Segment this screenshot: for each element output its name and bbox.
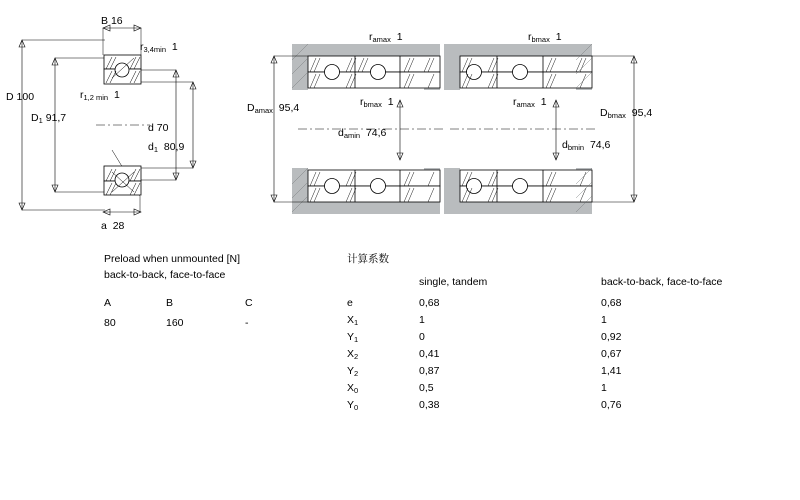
preload-val-B: 160 bbox=[166, 317, 184, 329]
factors-col1-header: single, tandem bbox=[419, 276, 488, 288]
factor-label-X1: $X_1$ bbox=[347, 314, 359, 327]
factor-pair-Y0: 0,76 bbox=[601, 399, 622, 411]
dim-label-r34min: $r_{3,4min}$ 1 bbox=[140, 41, 178, 54]
left-bearing-section bbox=[96, 55, 150, 195]
factor-pair-X2: 0,67 bbox=[601, 348, 622, 360]
dim-label-rbmax-mid: $r_{bmax}$ 1 bbox=[360, 96, 394, 109]
factor-pair-X1: 1 bbox=[601, 314, 607, 326]
preload-table-title: Preload when unmounted [N] bbox=[104, 253, 241, 265]
preload-col-A: A bbox=[104, 297, 112, 309]
dim-label-D: D 100 bbox=[6, 91, 35, 103]
preload-col-B: B bbox=[166, 297, 174, 309]
factor-pair-Y2: 1,41 bbox=[601, 365, 622, 377]
factor-single-X1: 1 bbox=[419, 314, 425, 326]
factor-single-X0: 0,5 bbox=[419, 382, 434, 394]
dim-label-d1: $d_1$ 80,9 bbox=[148, 141, 185, 154]
factors-col2-header: back-to-back, face-to-face bbox=[601, 276, 723, 288]
dim-label-damin: $d_{amin}$ 74,6 bbox=[338, 127, 387, 140]
factor-single-e: 0,68 bbox=[419, 297, 440, 309]
dim-label-ramax-mid: $r_{amax}$ 1 bbox=[369, 31, 403, 44]
factor-single-Y1: 0 bbox=[419, 331, 425, 343]
dim-label-a: a 28 bbox=[101, 220, 125, 232]
factor-label-X2: $X_2$ bbox=[347, 348, 359, 361]
factor-pair-e: 0,68 bbox=[601, 297, 622, 309]
factor-single-Y0: 0,38 bbox=[419, 399, 440, 411]
right-pair-section bbox=[444, 44, 637, 214]
preload-val-C: - bbox=[245, 317, 249, 329]
factor-label-e: e bbox=[347, 297, 353, 309]
dim-label-rbmax-right: $r_{bmax}$ 1 bbox=[528, 31, 562, 44]
preload-table-subtitle: back-to-back, face-to-face bbox=[104, 269, 226, 281]
dim-label-Damax: $D_{amax}$ 95,4 bbox=[247, 102, 300, 115]
preload-col-C: C bbox=[245, 297, 253, 309]
factor-label-Y2: $Y_2$ bbox=[347, 365, 359, 378]
factors-table-title: 计算系数 bbox=[347, 253, 389, 265]
dim-label-d: d 70 bbox=[148, 122, 169, 134]
factor-single-Y2: 0,87 bbox=[419, 365, 440, 377]
dim-label-dbmin: $d_{bmin}$ 74,6 bbox=[562, 139, 611, 152]
dim-label-D1: $D_1$ 91,7 bbox=[31, 112, 67, 125]
dim-label-ramax-right: $r_{amax}$ 1 bbox=[513, 96, 547, 109]
factor-pair-Y1: 0,92 bbox=[601, 331, 622, 343]
dim-label-r12min: $r_{1,2 min}$ 1 bbox=[80, 89, 120, 102]
dim-label-Dbmax: $D_{bmax}$ 95,4 bbox=[600, 107, 653, 120]
factor-pair-X0: 1 bbox=[601, 382, 607, 394]
preload-val-A: 80 bbox=[104, 317, 116, 329]
factor-label-X0: $X_0$ bbox=[347, 382, 359, 395]
dim-label-B: B 16 bbox=[101, 15, 123, 27]
factor-label-Y1: $Y_1$ bbox=[347, 331, 359, 344]
factor-single-X2: 0,41 bbox=[419, 348, 440, 360]
factor-label-Y0: $Y_0$ bbox=[347, 399, 359, 412]
